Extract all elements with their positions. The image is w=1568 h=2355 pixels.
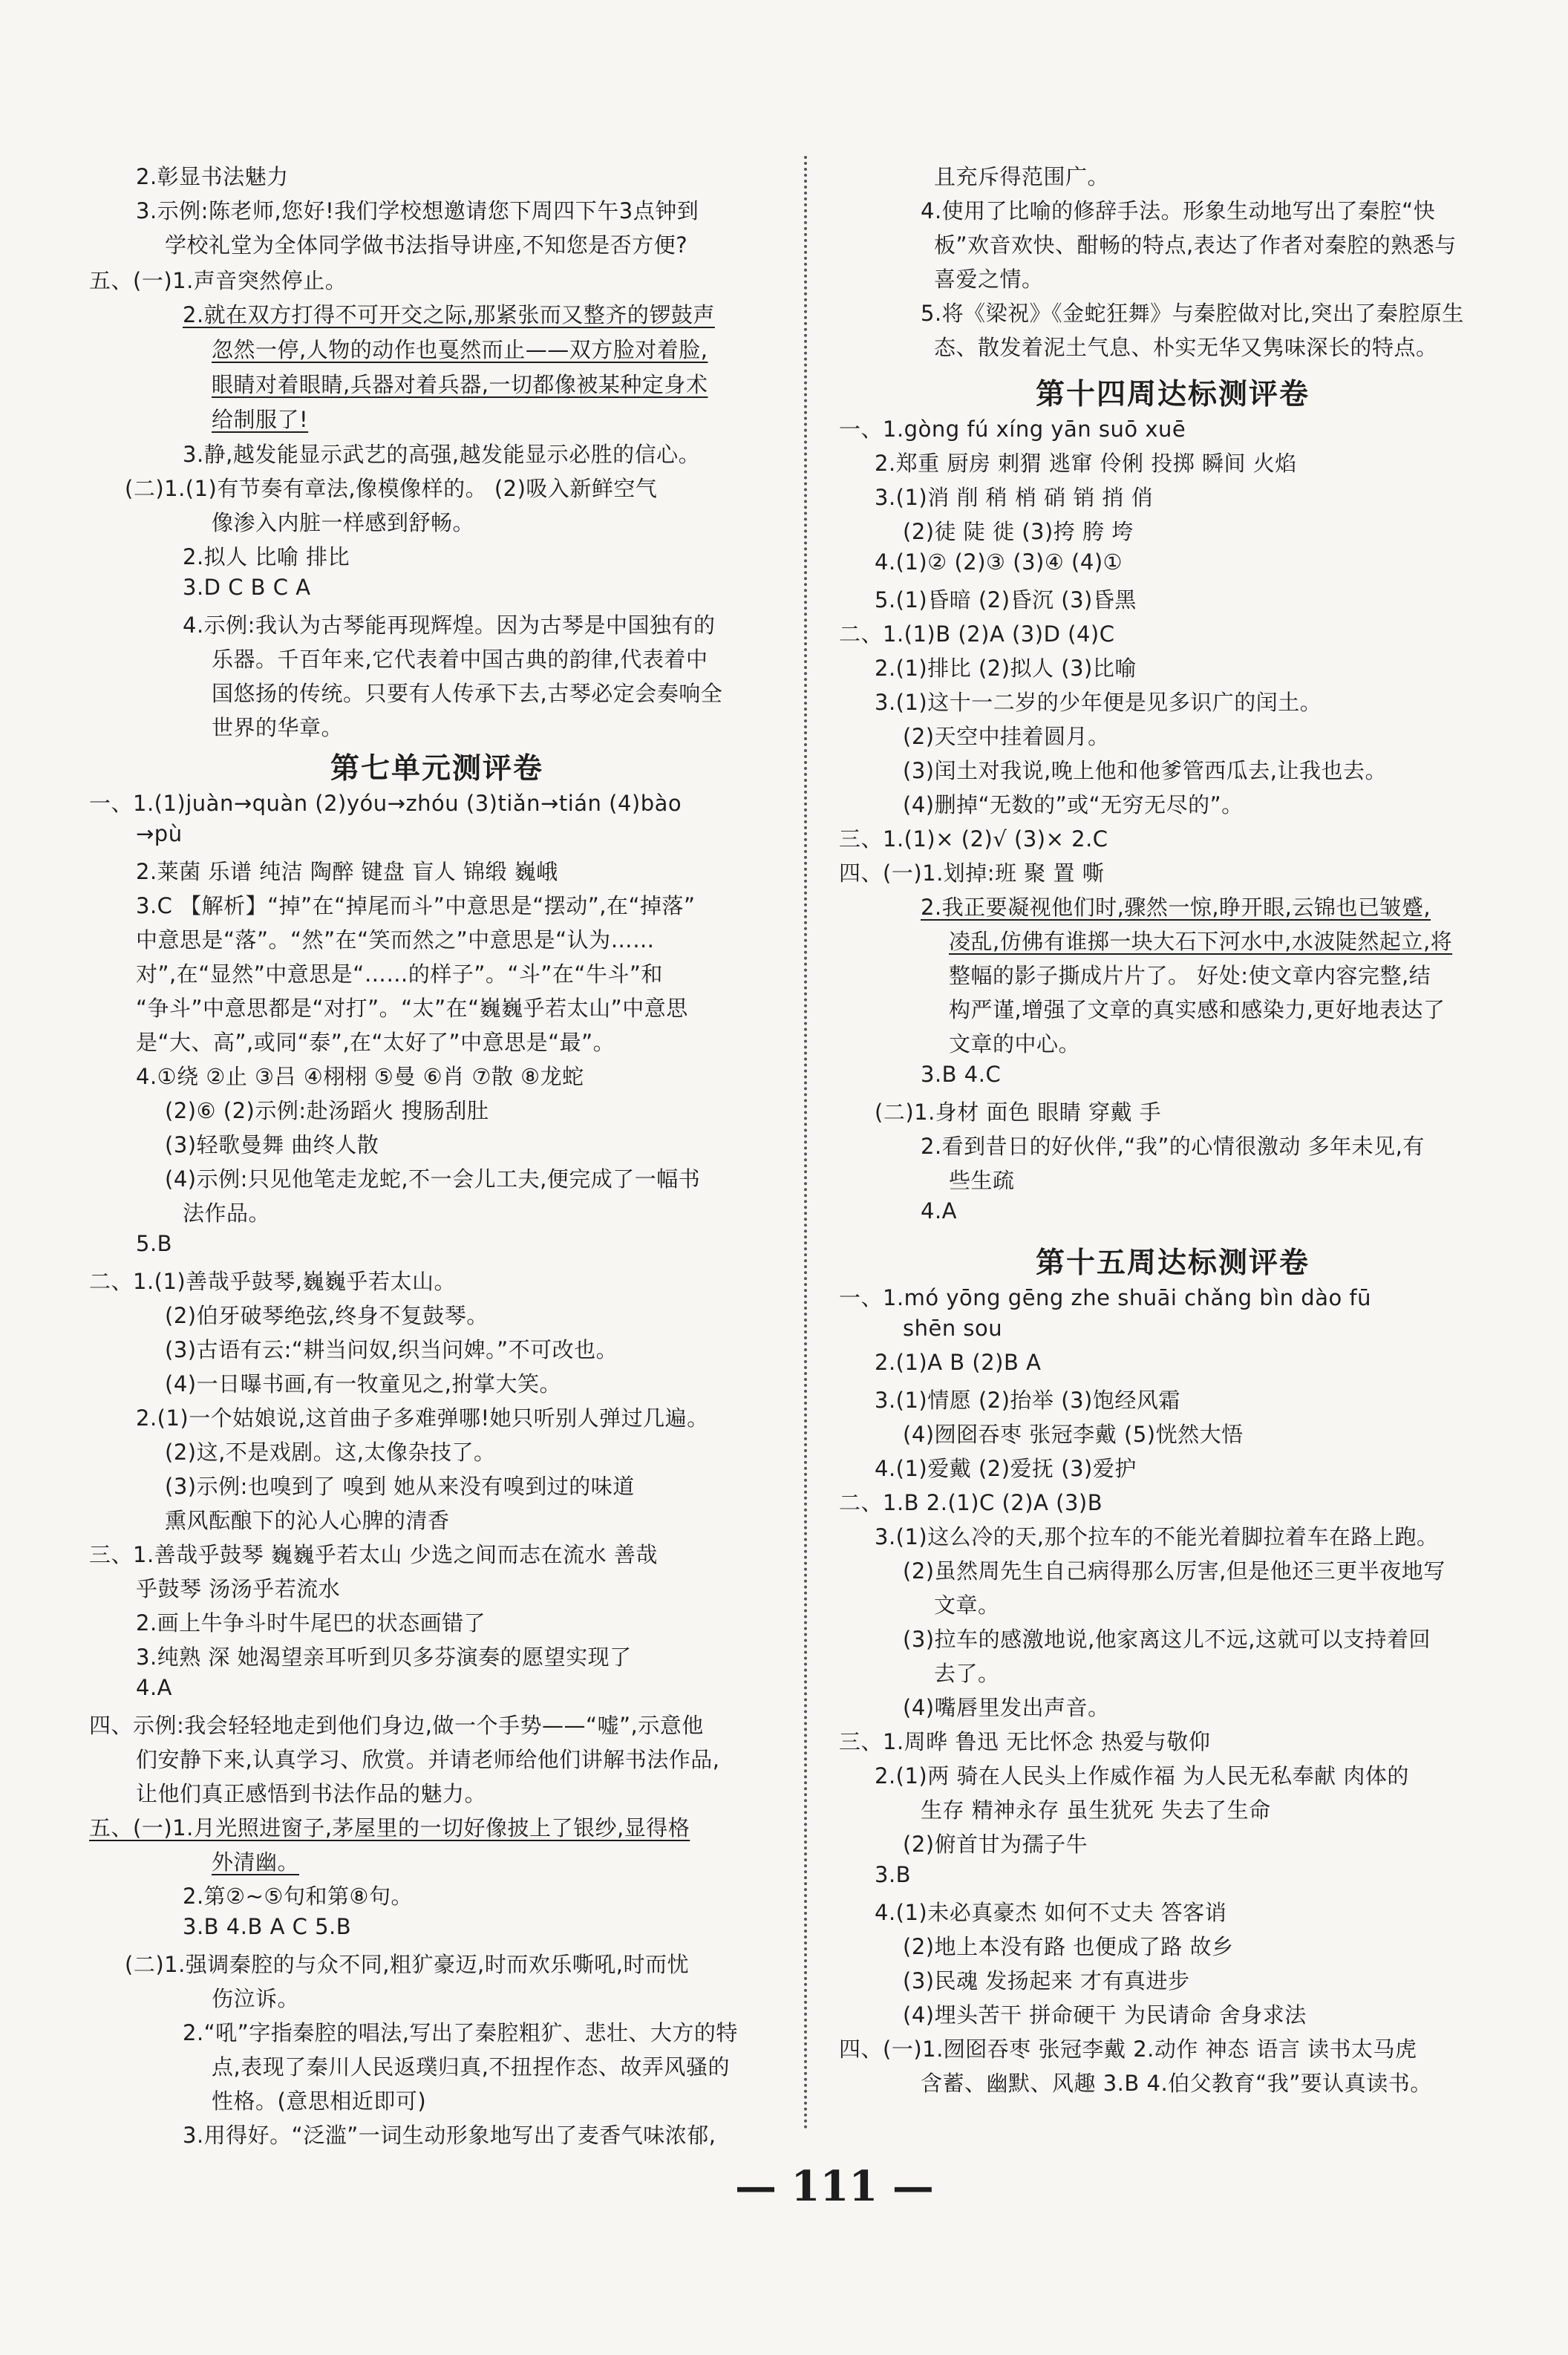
answer-line: 生存 精神永存 虽生犹死 失去了生命	[921, 1797, 1271, 1823]
answer-line: 学校礼堂为全体同学做书法指导讲座,不知您是否方便?	[165, 232, 688, 258]
answer-line: 板”欢音欢快、酣畅的特点,表达了作者对秦腔的熟悉与	[934, 232, 1457, 258]
answer-line: 2.郑重 厨房 刺猬 逃窜 伶俐 投掷 瞬间 火焰	[875, 451, 1297, 476]
answer-line: 一、1.gòng fú xíng yān suō xuē	[839, 417, 1186, 442]
answer-line: (2)⑥ (2)示例:赴汤蹈火 搜肠刮肚	[165, 1098, 489, 1123]
underlined-answer-line: 凌乱,仿佛有谁掷一块大石下河水中,水波陡然起立,将	[949, 929, 1453, 954]
answer-line: 四、示例:我会轻轻地走到他们身边,做一个手势——“嘘”,示意他	[89, 1713, 704, 1738]
answer-line: →pù	[136, 821, 183, 846]
answer-line: (2)这,不是戏剧。这,太像杂技了。	[165, 1440, 496, 1465]
answer-line: 中意思是“落”。“然”在“笑而然之”中意思是“认为……	[136, 927, 655, 953]
answer-line: 3.(1)这十一二岁的少年便是见多识广的闰土。	[875, 690, 1322, 715]
answer-line: (3)轻歌曼舞 曲终人散	[165, 1132, 379, 1157]
answer-line: 一、1.mó yōng gēng zhe shuāi chǎng bìn dào fū	[839, 1285, 1372, 1310]
answer-line: (二)1.(1)有节奏有章法,像模像样的。 (2)吸入新鲜空气	[125, 476, 658, 501]
answer-line: 3.(1)情愿 (2)抬举 (3)饱经风霜	[875, 1388, 1180, 1413]
answer-line: 点,表现了秦川人民返璞归真,不扭捏作态、故弄风骚的	[212, 2054, 730, 2080]
answer-line: (2)俯首甘为孺子牛	[903, 1832, 1088, 1857]
answer-line: (二)1.身材 面色 眼睛 穿戴 手	[875, 1100, 1162, 1125]
answer-line: 四、(一)1.划掉:班 聚 置 嘶	[839, 860, 1105, 886]
answer-line: 3.用得好。“泛滥”一词生动形象地写出了麦香气味浓郁,	[183, 2123, 716, 2148]
answer-line: 且充斥得范围广。	[934, 164, 1110, 189]
answer-line: 2.“吼”字指秦腔的唱法,写出了秦腔粗犷、悲壮、大方的特	[183, 2020, 738, 2045]
answer-line: 3.纯熟 深 她渴望亲耳听到贝多芬演奏的愿望实现了	[136, 1644, 632, 1670]
answer-line: 五、(一)1.声音突然停止。	[89, 268, 347, 293]
answer-line: (3)示例:也嗅到了 嗅到 她从来没有嗅到过的味道	[165, 1474, 635, 1499]
answer-line: 三、1.善哉乎鼓琴 巍巍乎若太山 少选之间而志在流水 善哉	[89, 1542, 658, 1567]
answer-line: 2.(1)排比 (2)拟人 (3)比喻	[875, 656, 1137, 681]
answer-line: (3)拉车的感激地说,他家离这儿不远,这就可以支持着回	[903, 1627, 1431, 1652]
answer-line: 态、散发着泥土气息、朴实无华又隽味深长的特点。	[934, 335, 1438, 360]
answer-line: 5.B	[136, 1231, 173, 1256]
answer-line: 熏风酝酿下的沁人心脾的清香	[165, 1508, 450, 1533]
answer-line: 是“大、高”,或同“泰”,在“太好了”中意思是“最”。	[136, 1030, 615, 1055]
answer-line: 2.看到昔日的好伙伴,“我”的心情很激动 多年未见,有	[921, 1134, 1425, 1159]
answer-line: 2.画上牛争斗时牛尾巴的状态画错了	[136, 1610, 486, 1636]
answer-line: 文章。	[934, 1593, 1000, 1618]
answer-line: 让他们真正感悟到书法作品的魅力。	[136, 1781, 487, 1806]
answer-line: (4)囫囵吞枣 张冠李戴 (5)恍然大悟	[903, 1422, 1244, 1447]
answer-line: (2)虽然周先生自己病得那么厉害,但是他还三更半夜地写	[903, 1558, 1446, 1584]
answer-line: 2.莱菌 乐谱 纯洁 陶醉 键盘 盲人 锦缎 巍峨	[136, 859, 558, 884]
answer-line: 4.(1)爱戴 (2)爱抚 (3)爱护	[875, 1456, 1137, 1481]
answer-line: 3.(1)这么冷的天,那个拉车的不能光着脚拉着车在路上跑。	[875, 1524, 1439, 1549]
answer-line: 3.静,越发能显示武艺的高强,越发能显示必胜的信心。	[183, 442, 701, 467]
answer-line: 5.将《梁祝》《金蛇狂舞》与秦腔做对比,突出了秦腔原生	[921, 301, 1464, 326]
answer-line: 三、1.(1)× (2)√ (3)× 2.C	[839, 826, 1108, 852]
answer-line: 喜爱之情。	[934, 267, 1044, 292]
underlined-answer-line: 给制服了!	[212, 407, 309, 432]
answer-line: 世界的华章。	[212, 715, 344, 740]
answer-line: 们安静下来,认真学习、欣赏。并请老师给他们讲解书法作品,	[136, 1747, 720, 1772]
answer-line: (二)1.强调秦腔的与众不同,粗犷豪迈,时而欢乐嘶吼,时而忧	[125, 1952, 689, 1977]
answer-line: (3)民魂 发扬起来 才有真进步	[903, 1968, 1190, 1993]
answer-line: 整幅的影子撕成片片了。 好处:使文章内容完整,结	[949, 963, 1431, 988]
answer-line: 4.(1)② (2)③ (3)④ (4)①	[875, 549, 1123, 575]
answer-line: 像渗入内脏一样感到舒畅。	[212, 510, 475, 535]
answer-line: (4)嘴唇里发出声音。	[903, 1695, 1110, 1720]
answer-line: (2)徒 陡 徙 (3)挎 胯 垮	[903, 519, 1134, 544]
answer-line: 2.(1)两 骑在人民头上作威作福 为人民无私奉献 肉体的	[875, 1763, 1409, 1789]
answer-line: 3.C 【解析】“掉”在“掉尾而斗”中意思是“摆动”,在“掉落”	[136, 893, 696, 918]
answer-line: 2.第②~⑤句和第⑧句。	[183, 1884, 413, 1909]
answer-line: 四、(一)1.囫囵吞枣 张冠李戴 2.动作 神态 语言 读书太马虎	[839, 2036, 1417, 2062]
answer-line: 5.(1)昏暗 (2)昏沉 (3)昏黑	[875, 587, 1137, 613]
underlined-answer-line: 五、(一)1.月光照进窗子,茅屋里的一切好像披上了银纱,显得格	[89, 1815, 690, 1840]
answer-line: (4)一日曝书画,有一牧童见之,拊掌大笑。	[165, 1371, 562, 1397]
answer-line: 二、1.B 2.(1)C (2)A (3)B	[839, 1490, 1103, 1515]
answer-line: 去了。	[934, 1661, 1000, 1686]
answer-line: 2.(1)一个姑娘说,这首曲子多难弹哪!她只听别人弹过几遍。	[136, 1405, 709, 1431]
answer-line: 国悠扬的传统。只要有人传承下去,古琴必定会奏响全	[212, 681, 723, 706]
answer-line: 4.(1)未必真豪杰 如何不丈夫 答客诮	[875, 1900, 1227, 1925]
answer-line: 3.B 4.C	[921, 1062, 1002, 1087]
answer-line: 对”,在“显然”中意思是“……的样子”。“斗”在“牛斗”和	[136, 961, 663, 987]
answer-line: 法作品。	[183, 1201, 271, 1226]
underlined-answer-line: 眼睛对着眼睛,兵器对着兵器,一切都像被某种定身术	[212, 372, 708, 397]
answer-line: 4.示例:我认为古琴能再现辉煌。因为古琴是中国独有的	[183, 613, 716, 638]
answer-line: 文章的中心。	[949, 1031, 1081, 1056]
answer-line: 2.(1)A B (2)B A	[875, 1350, 1042, 1375]
answer-line: 含蓄、幽默、风趣 3.B 4.伯父教育“我”要认真读书。	[921, 2071, 1432, 2096]
answer-line: 构严谨,增强了文章的真实感和感染力,更好地表达了	[949, 997, 1446, 1022]
answer-line: 三、1.周晔 鲁迅 无比怀念 热爱与敬仰	[839, 1729, 1211, 1754]
underlined-answer-line: 外清幽。	[212, 1849, 300, 1875]
answer-line: 4.A	[921, 1198, 958, 1224]
answer-line: (2)地上本没有路 也便成了路 故乡	[903, 1934, 1234, 1959]
section-heading: 第七单元测评卷	[330, 752, 544, 785]
answer-line: 些生疏	[949, 1168, 1015, 1193]
answer-line: (3)闰土对我说,晚上他和他爹管西瓜去,让我也去。	[903, 758, 1388, 783]
answer-line: 3.示例:陈老师,您好!我们学校想邀请您下周四下午3点钟到	[136, 198, 699, 223]
answer-line: 2.拟人 比喻 排比	[183, 544, 350, 569]
underlined-answer-line: 2.就在双方打得不可开交之际,那紧张而又整齐的锣鼓声	[183, 302, 715, 327]
answer-line: (4)埋头苦干 拼命硬干 为民请命 舍身求法	[903, 2002, 1307, 2028]
answer-line: (4)删掉“无数的”或“无穷无尽的”。	[903, 792, 1244, 817]
answer-line: 乎鼓琴 汤汤乎若流水	[136, 1576, 341, 1601]
answer-line: 二、1.(1)善哉乎鼓琴,巍巍乎若太山。	[89, 1269, 456, 1294]
answer-line: 4.①绕 ②止 ③吕 ④栩栩 ⑤曼 ⑥肖 ⑦散 ⑧龙蛇	[136, 1064, 584, 1089]
answer-line: shēn sou	[903, 1316, 1003, 1341]
underlined-answer-line: 忽然一停,人物的动作也戛然而止——双方脸对着脸,	[212, 337, 708, 362]
column-divider	[804, 156, 807, 2131]
answer-line: 乐器。千百年来,它代表着中国古典的韵律,代表着中	[212, 647, 708, 672]
section-heading: 第十四周达标测评卷	[1036, 378, 1310, 411]
answer-line: “争斗”中意思都是“对打”。“太”在“巍巍乎若太山”中意思	[136, 996, 688, 1021]
answer-line: (4)示例:只见他笔走龙蛇,不一会儿工夫,便完成了一幅书	[165, 1166, 701, 1192]
answer-line: 一、1.(1)juàn→quàn (2)yóu→zhóu (3)tiǎn→tián (4)bào	[89, 791, 682, 816]
answer-line: (2)伯牙破琴绝弦,终身不复鼓琴。	[165, 1303, 489, 1328]
page-number: — 111 —	[735, 2162, 934, 2211]
answer-line: (3)古语有云:“耕当问奴,织当问婢。”不可改也。	[165, 1337, 618, 1362]
answer-line: 伤泣诉。	[212, 1986, 300, 2011]
underlined-answer-line: 2.我正要凝视他们时,骤然一惊,睁开眼,云锦也已皱蹙,	[921, 895, 1431, 920]
answer-line: 2.彰显书法魅力	[136, 164, 289, 189]
answer-line: 4.使用了比喻的修辞手法。形象生动地写出了秦腔“快	[921, 198, 1436, 223]
answer-line: 二、1.(1)B (2)A (3)D (4)C	[839, 621, 1115, 647]
answer-line: 3.(1)消 削 稍 梢 硝 销 捎 俏	[875, 485, 1154, 510]
answer-line: (2)天空中挂着圆月。	[903, 724, 1110, 749]
answer-line: 4.A	[136, 1675, 173, 1700]
answer-line: 3.D C B C A	[183, 575, 311, 600]
section-heading: 第十五周达标测评卷	[1036, 1247, 1310, 1280]
answer-line: 3.B	[875, 1862, 912, 1887]
answer-line: 性格。(意思相近即可)	[212, 2088, 427, 2114]
answer-line: 3.B 4.B A C 5.B	[183, 1914, 352, 1939]
